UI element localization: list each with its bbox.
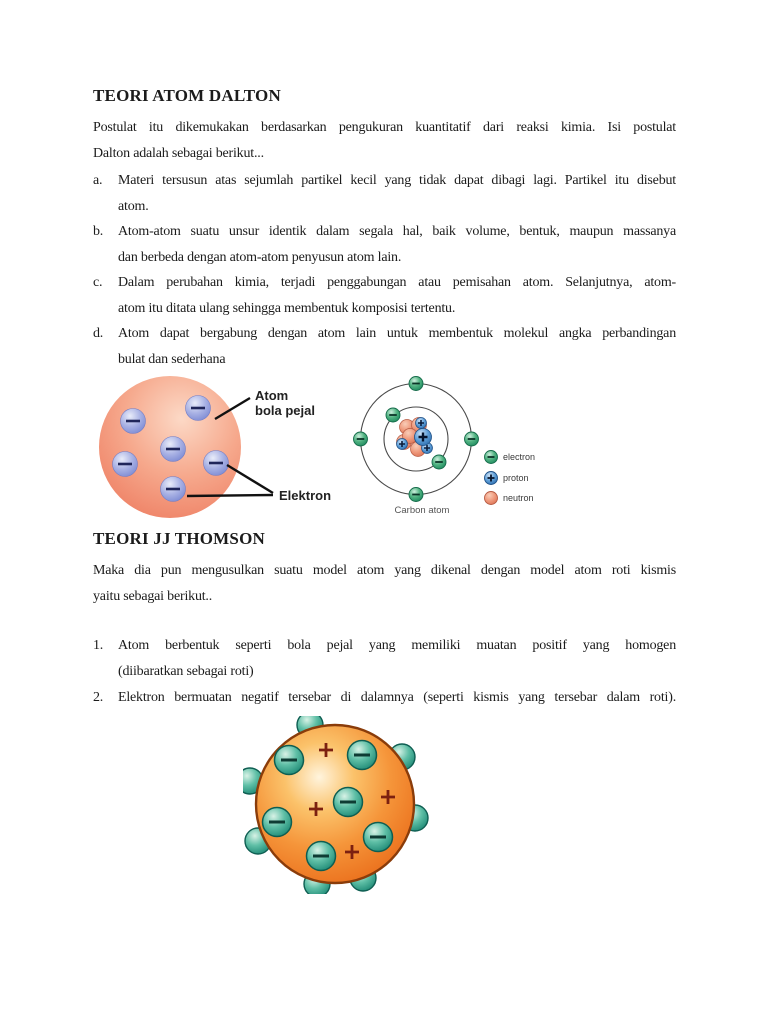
body-line: Maka dia pun mengusulkan suatu model atom yang dikenal dengan model atom roti kismis	[93, 563, 676, 578]
thomson-model-figure	[243, 716, 433, 894]
list-item-marker: d.	[93, 326, 104, 341]
legend-label-proton: proton	[503, 473, 529, 483]
list-item-marker: 1.	[93, 638, 104, 653]
neutron-legend-icon	[485, 492, 498, 505]
atom-label: Atom	[255, 388, 289, 403]
nucleus	[397, 418, 433, 457]
list-item-marker: a.	[93, 173, 103, 188]
carbon-atom-figure	[340, 368, 600, 525]
body-line: bulat dan sederhana	[118, 352, 226, 367]
legend-label-neutron: neutron	[503, 493, 534, 503]
postulate-item-c	[93, 270, 676, 322]
thomson-heading: TEORI JJ THOMSON	[93, 529, 265, 548]
thomson-point-2	[93, 685, 676, 711]
list-item-marker: b.	[93, 224, 104, 239]
particle-legend	[485, 451, 536, 505]
pointer-line	[187, 495, 273, 496]
carbon-atom-caption: Carbon atom	[394, 505, 450, 516]
list-item-marker: 2.	[93, 690, 104, 705]
body-line: Postulat itu dikemukakan berdasarkan pengukuran kuantitatif dari reaksi kimia. Isi postulat	[93, 120, 676, 135]
list-item-marker: c.	[93, 275, 103, 290]
thomson-intro	[93, 558, 676, 610]
body-line: Materi tersusun atas sejumlah partikel kecil yang tidak dapat dibagi lagi. Partikel itu disebut	[118, 173, 676, 188]
electron-label: Elektron	[279, 488, 332, 503]
body-line: dan berbeda dengan atom-atom penyusun atom lain.	[118, 250, 402, 265]
body-line: Elektron bermuatan negatif tersebar di dalamnya (seperti kismis yang tersebar dalam roti).	[118, 690, 676, 705]
body-line: yaitu sebagai berikut..	[93, 589, 213, 604]
atom-label-2: bola pejal	[255, 403, 315, 418]
body-line: Dalton adalah sebagai berikut...	[93, 146, 264, 161]
legend-label-electron: electron	[503, 452, 536, 462]
dalton-heading: TEORI ATOM DALTON	[93, 86, 281, 105]
dalton-model-figure	[90, 372, 335, 522]
postulate-item-a	[93, 168, 676, 220]
body-line: Dalam perubahan kimia, terjadi penggabungan atau pemisahan atom. Selanjutnya, atom-	[118, 275, 676, 290]
body-line: (diibaratkan sebagai roti)	[118, 664, 254, 679]
pointer-line	[227, 465, 273, 493]
body-line: atom.	[118, 199, 149, 214]
body-line: Atom dapat bergabung dengan atom lain untuk membentuk molekul angka perbandingan	[118, 326, 676, 341]
dalton-intro	[93, 115, 676, 167]
body-line: Atom-atom suatu unsur identik dalam segala hal, baik volume, bentuk, maupun massanya	[118, 224, 676, 239]
body-line: atom itu ditata ulang sehingga membentuk komposisi tertentu.	[118, 301, 456, 316]
postulate-item-d	[93, 321, 676, 373]
body-line: Atom berbentuk seperti bola pejal yang memiliki muatan positif yang homogen	[118, 638, 676, 653]
thomson-point-1	[93, 633, 676, 685]
postulate-item-b	[93, 219, 676, 271]
